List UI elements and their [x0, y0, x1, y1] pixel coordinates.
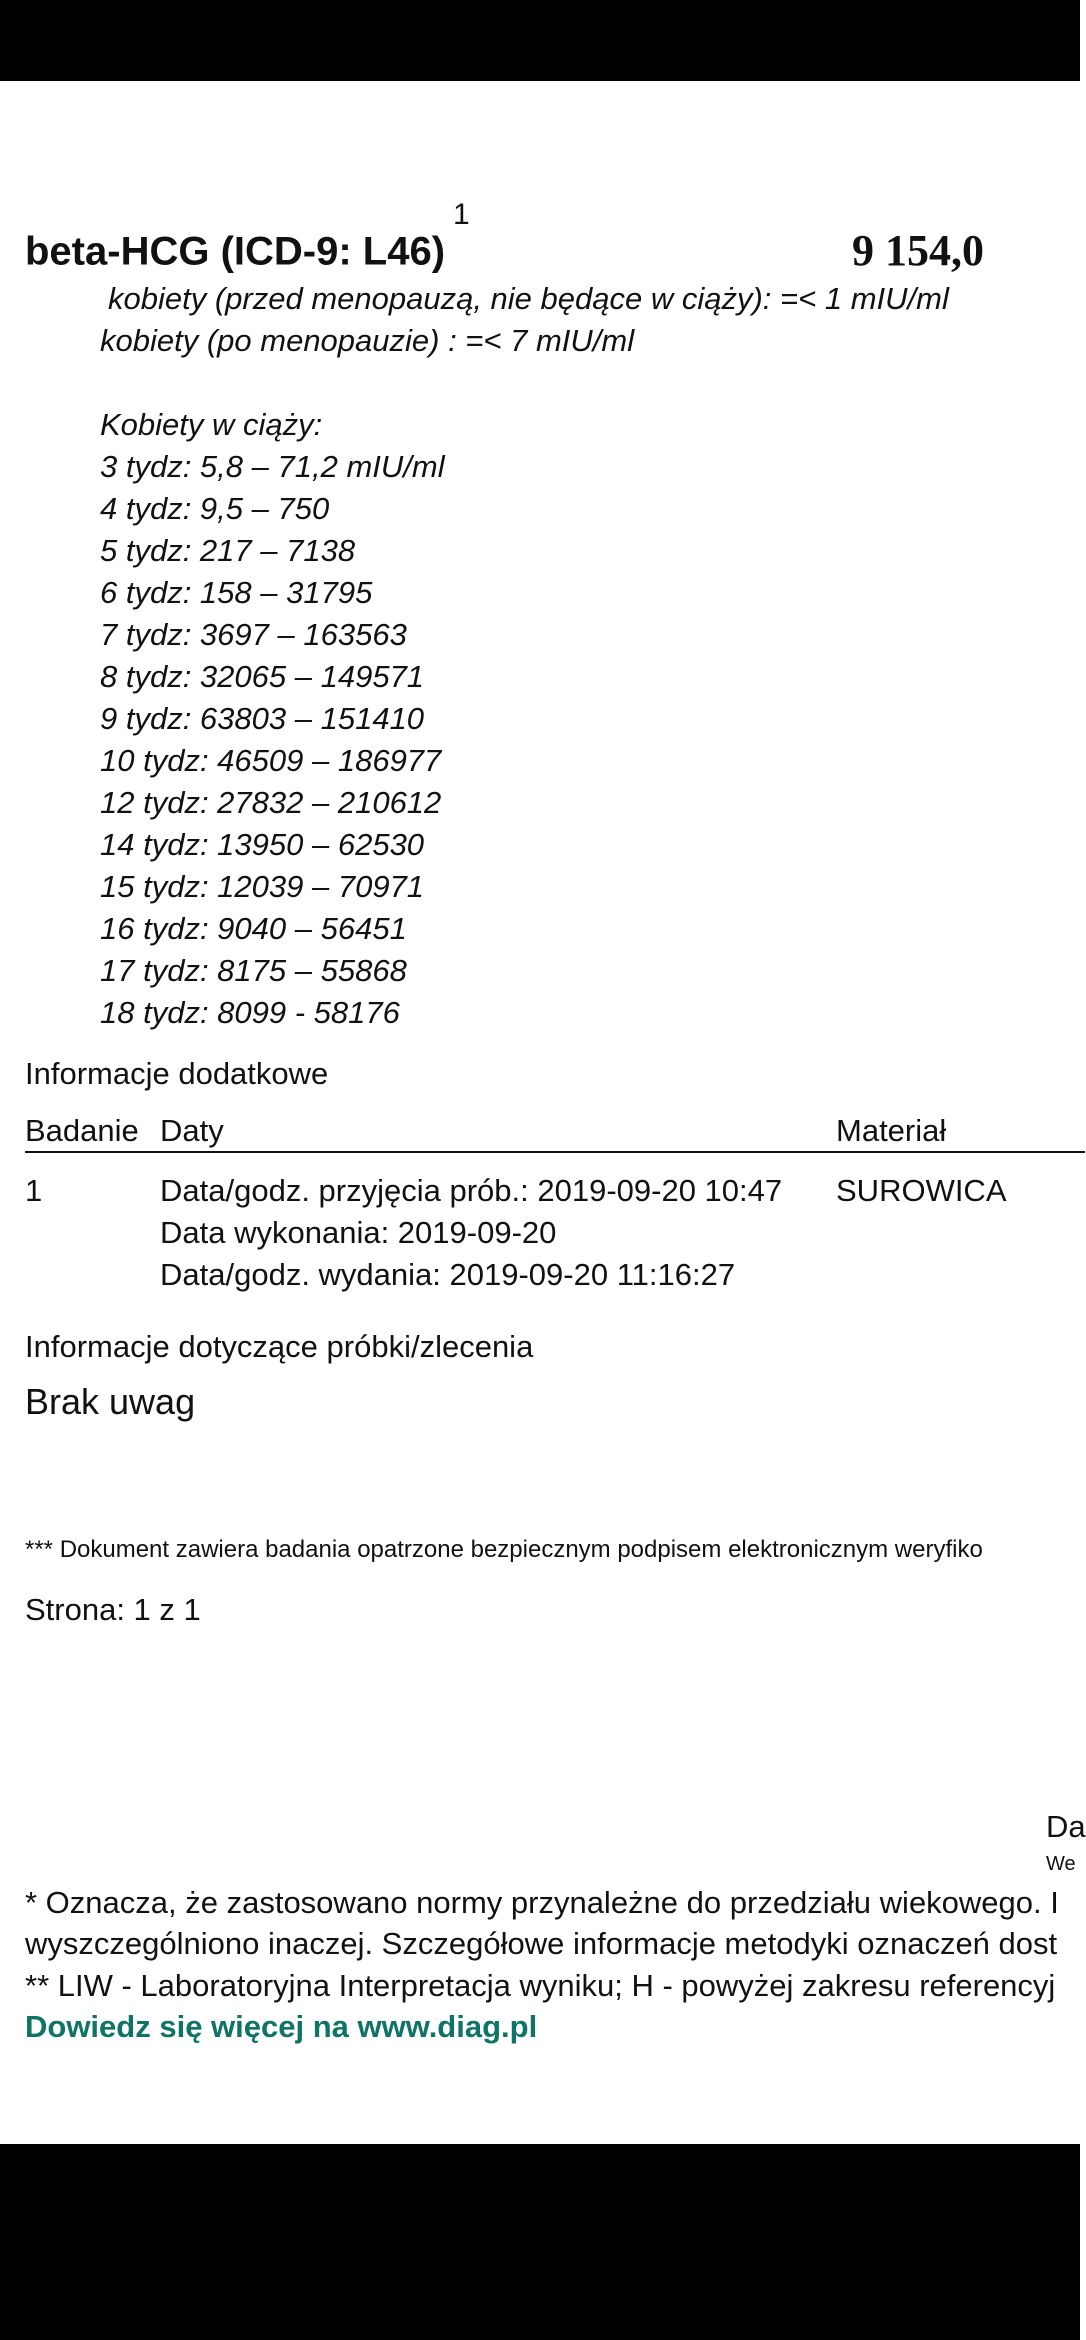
pregnancy-week-item: 15 tydz: 12039 – 70971 — [100, 869, 425, 904]
footnote-methodology: wyszczególniono inaczej. Szczegółowe informacje metodyki oznaczeń dost — [25, 1926, 1058, 1961]
pregnancy-week-item: 18 tydz: 8099 - 58176 — [100, 995, 400, 1030]
date-received: Data/godz. przyjęcia prób.: 2019-09-20 10:47 — [160, 1173, 783, 1208]
pregnancy-week-item: 12 tydz: 27832 – 210612 — [100, 785, 442, 820]
reference-premenopause: kobiety (przed menopauzą, nie będące w ciąży): =< 1 mIU/ml — [108, 281, 949, 316]
pregnancy-week-item: 5 tydz: 217 – 7138 — [100, 533, 356, 568]
column-header-daty: Daty — [160, 1113, 224, 1148]
pregnancy-week-item: 6 tydz: 158 – 31795 — [100, 575, 373, 610]
pregnancy-week-item: 17 tydz: 8175 – 55868 — [100, 953, 407, 988]
pregnancy-week-item: 14 tydz: 13950 – 62530 — [100, 827, 425, 862]
learn-more-link[interactable]: Dowiedz się więcej na www.diag.pl — [25, 2009, 538, 2044]
additional-info-heading: Informacje dodatkowe — [25, 1056, 329, 1091]
pregnancy-week-item: 3 tydz: 5,8 – 71,2 mIU/ml — [100, 449, 445, 484]
document-page[interactable] — [0, 81, 1086, 2144]
pregnancy-week-item: 10 tydz: 46509 – 186977 — [100, 743, 442, 778]
result-value: 9 154,0 — [852, 226, 984, 275]
footnote-age-norms: * Oznacza, że zastosowano normy przynależne do przedziału wiekowego. I — [25, 1885, 1059, 1920]
test-footnote-marker: 1 — [453, 198, 470, 231]
test-title — [25, 198, 470, 274]
footnote-liw: ** LIW - Laboratoryjna Interpretacja wyniku; H - powyżej zakresu referencyj — [25, 1968, 1056, 2003]
row-dates — [160, 1170, 782, 1296]
cut-off-text-da: Da — [1046, 1809, 1086, 1844]
page-number: Strona: 1 z 1 — [25, 1592, 201, 1627]
pregnancy-week-item: 7 tydz: 3697 – 163563 — [100, 617, 407, 652]
cut-off-text-we: We — [1046, 1853, 1076, 1875]
test-name: beta-HCG (ICD-9: L46) — [25, 229, 446, 274]
sample-info-heading: Informacje dotyczące próbki/zlecenia — [25, 1329, 534, 1364]
date-performed: Data wykonania: 2019-09-20 — [160, 1215, 557, 1250]
sample-remarks: Brak uwag — [25, 1381, 196, 1422]
pregnancy-week-item: 9 tydz: 63803 – 151410 — [100, 701, 425, 736]
reference-pregnant-heading: Kobiety w ciąży: — [100, 407, 323, 442]
top-black-bar — [0, 0, 1080, 81]
pregnancy-week-item: 16 tydz: 9040 – 56451 — [100, 911, 407, 946]
reference-postmenopause: kobiety (po menopauzie) : =< 7 mIU/ml — [100, 323, 635, 358]
pregnancy-week-item: 4 tydz: 9,5 – 750 — [100, 491, 330, 526]
column-header-material: Materiał — [836, 1113, 947, 1148]
bottom-black-bar — [0, 2144, 1080, 2340]
pregnancy-week-list — [100, 446, 445, 1034]
pregnancy-week-item: 8 tydz: 32065 – 149571 — [100, 659, 425, 694]
signature-note: *** Dokument zawiera badania opatrzone bezpiecznym podpisem elektronicznym weryfiko — [25, 1536, 983, 1563]
column-header-badanie: Badanie — [25, 1113, 139, 1148]
row-test-number: 1 — [25, 1173, 43, 1208]
date-issued: Data/godz. wydania: 2019-09-20 11:16:27 — [160, 1257, 736, 1292]
row-material: SUROWICA — [836, 1173, 1007, 1208]
table-header-divider — [25, 1151, 1085, 1153]
